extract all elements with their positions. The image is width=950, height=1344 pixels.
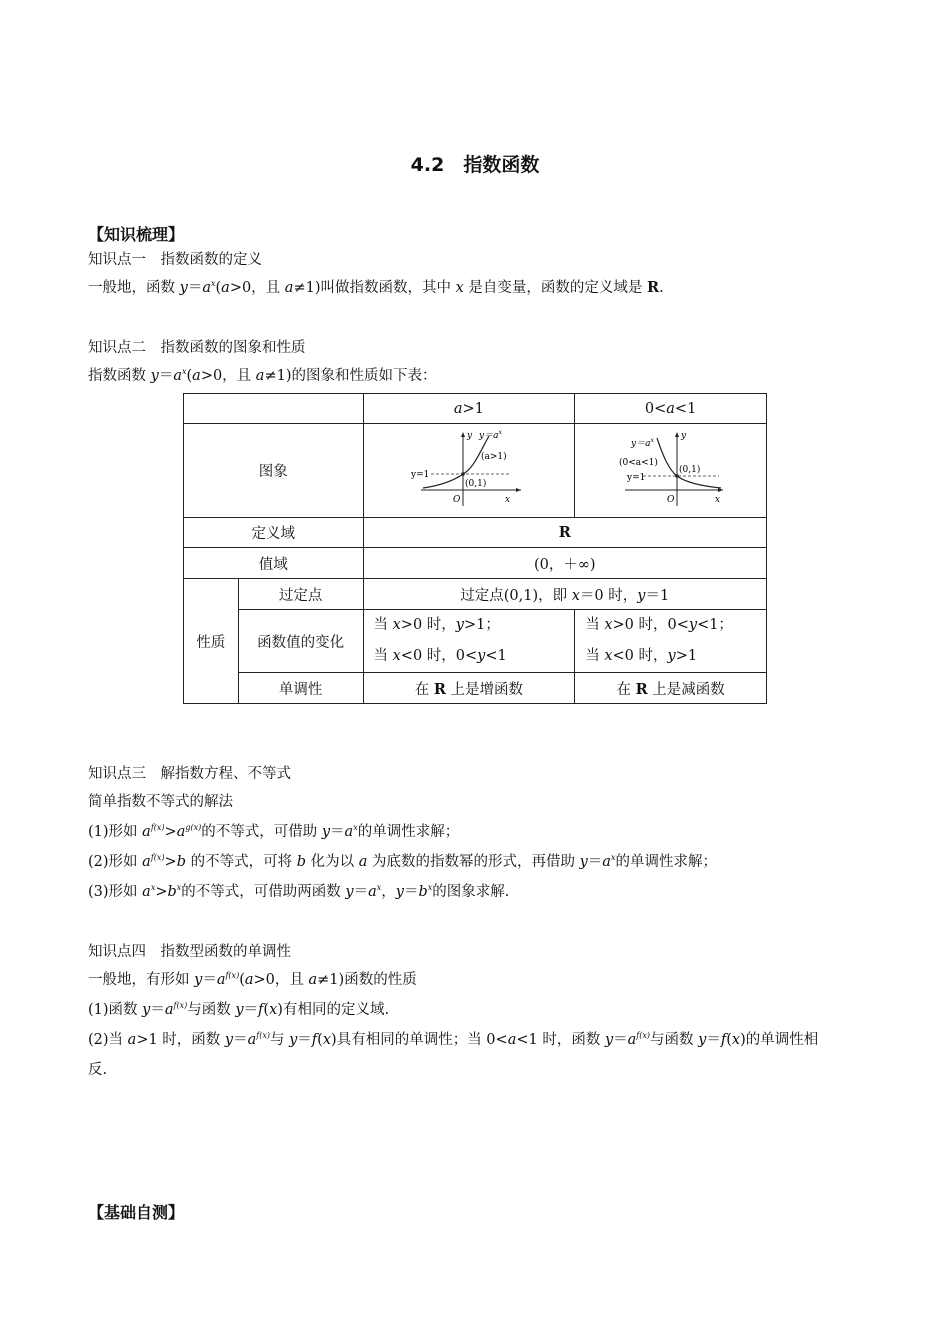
group-properties-label: 性质	[184, 579, 239, 704]
row-change-label: 函数值的变化	[238, 610, 363, 673]
change-increasing: 当 x>0 时，y>1； 当 x<0 时，0<y<1	[363, 610, 575, 673]
mono-decreasing: 在 R 上是减函数	[575, 673, 767, 704]
row-graph-label: 图象	[184, 424, 364, 518]
y-axis-label: y	[466, 430, 472, 441]
y-axis-label: y	[680, 430, 686, 441]
header-empty-cell	[184, 394, 364, 424]
page-title: 4.2 指数函数	[410, 154, 540, 176]
origin-label: O	[666, 494, 674, 505]
row-domain-label: 定义域	[184, 518, 364, 548]
point2-intro: 指数函数 $y=a^x(a>0$，且 a≠1)的图象和性质如下表：	[88, 367, 437, 384]
point3-heading: 知识点三 解指数方程、不等式	[88, 766, 291, 782]
section-knowledge-heading: 【知识梳理】	[88, 225, 185, 244]
graph-decreasing-cell	[575, 424, 767, 518]
y-axis-arrow	[675, 432, 679, 437]
mono-increasing: 在 R 上是增函数	[363, 673, 575, 704]
graph-increasing-cell	[363, 424, 575, 518]
hline-label: y=1	[626, 472, 645, 483]
point-0-1	[461, 472, 465, 476]
point1-heading: 知识点一 指数函数的定义	[88, 252, 262, 268]
condition-label: (a>1)	[480, 451, 507, 462]
x-axis-label: x	[504, 494, 510, 505]
graph-decreasing	[611, 428, 731, 510]
curve-label: $y=a^x$	[478, 428, 502, 441]
properties-table	[183, 393, 767, 704]
y-axis-arrow	[461, 432, 465, 437]
condition-label: (0<a<1)	[618, 457, 658, 468]
header-a-gt-1: a>1	[363, 394, 575, 424]
point-value: 过定点(0,1)，即 x＝0 时，y＝1	[363, 579, 767, 610]
row-mono-label: 单调性	[238, 673, 363, 704]
x-axis-arrow	[718, 488, 723, 492]
x-axis-label: x	[714, 494, 720, 505]
point3-line1: (1)形如 $a^{f(x)}>a^{g(x)}$的不等式，可借助 $y=a^x$的单调性求解；	[88, 823, 460, 840]
exp-curve-decreasing	[657, 438, 721, 488]
curve-label: $y=a^x$	[630, 436, 654, 449]
point-label: (0,1)	[678, 464, 700, 475]
x-axis-arrow	[516, 488, 521, 492]
section-test-heading: 【基础自测】	[88, 1203, 185, 1222]
point4-line2: (2)当 a>1 时，函数 $y=a^{f(x)}$与 y＝f(x)具有相同的单调性；当 0<a<1 时，函数 $y=a^{f(x)}$与函数 y＝f(x)的单调性相	[88, 1031, 819, 1048]
header-a-lt-1: 0<a<1	[575, 394, 767, 424]
point3-line3: (3)形如 $a^x>b^x$的不等式，可借助两函数 $y=a^x$，$y=b^x$的图象求解.	[88, 883, 510, 900]
point4-line0: 一般地，有形如 $y=a^{f(x)}(a>0$，且 a≠1)函数的性质	[88, 971, 417, 988]
change-decreasing: 当 x>0 时，0<y<1； 当 x<0 时，y>1	[575, 610, 767, 673]
domain-value: R	[363, 518, 767, 548]
hline-label: y=1	[410, 469, 430, 480]
row-point-label: 过定点	[238, 579, 363, 610]
point1-text: 一般地，函数 $y=a^x(a>0$，且 a≠1)叫做指数函数，其中 x 是自变量，函数的定义域是 R.	[88, 279, 664, 296]
range-value: (0，＋∞)	[363, 548, 767, 579]
point2-heading: 知识点二 指数函数的图象和性质	[88, 340, 306, 356]
point4-line2-cont: 反.	[88, 1062, 108, 1078]
point-label: (0,1)	[464, 478, 487, 489]
origin-label: O	[452, 494, 461, 505]
point4-line1: (1)函数 $y=a^{f(x)}$与函数 y＝f(x)有相同的定义域.	[88, 1001, 390, 1018]
point4-heading: 知识点四 指数型函数的单调性	[88, 944, 291, 960]
graph-increasing	[409, 428, 529, 510]
point3-line2: (2)形如 $a^{f(x)}>b$ 的不等式，可将 b 化为以 a 为底数的指数幂的形式，再借助 $y=a^x$的单调性求解；	[88, 853, 717, 870]
point3-sub: 简单指数不等式的解法	[88, 794, 233, 810]
row-range-label: 值域	[184, 548, 364, 579]
